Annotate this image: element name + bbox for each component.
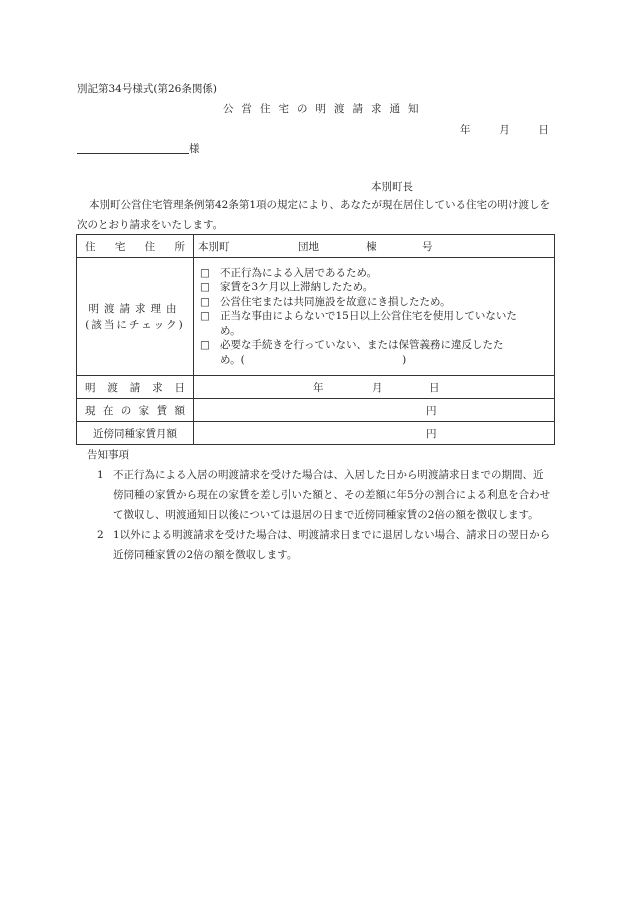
address-town: 本別町 (198, 240, 230, 253)
checkbox[interactable]: □ (200, 281, 210, 294)
checkbox[interactable]: □ (200, 266, 210, 279)
addressee-name-line (77, 153, 189, 154)
reason-text: 必要な手続きを行っていない、または保管義務に違反したため。( ) (220, 339, 504, 366)
reason-text: 公営住宅または共同施設を故意にき損したため。 (220, 295, 451, 308)
address-row (77, 235, 555, 258)
request-month: 月 (372, 381, 383, 394)
month-label: 月 (499, 124, 510, 136)
day-label: 日 (538, 124, 549, 136)
reason-text: 不正行為による入居であるため。 (220, 266, 378, 279)
address-value (194, 239, 554, 254)
issue-date (460, 125, 549, 136)
issuer-title: 本別町長 (371, 181, 413, 193)
note-text: 1以外による明渡請求を受けた場合は、明渡請求日までに退居しない場合、請求日の翌日から近傍同種家賃の2倍の額を徴収します。 (113, 529, 551, 561)
notice-body: 本別町公営住宅管理条例第42条第1項の規定により、あなたが現在居住している住宅の明け渡しを次のとおり請求をいたします。 (77, 199, 551, 231)
reason-list (194, 262, 554, 372)
checkbox[interactable]: □ (200, 295, 210, 308)
request-date-row (77, 376, 555, 399)
request-year: 年 (313, 381, 324, 394)
reason-item[interactable] (200, 338, 554, 367)
address-building: 棟 (366, 240, 377, 253)
current-rent-label: 現 在 の 家 賃 額 (85, 404, 185, 417)
note-text: 不正行為による入居の明渡請求を受けた場合は、入居した日から明渡請求日までの期間、近傍同種の家賃から現在の家賃を差し引いた額と、その差額に年5分の割合による利息を合わせて徴収し、明渡通知日以後については退居の日まで近傍同種家賃の2倍の額を徴収します。 (113, 469, 551, 521)
notice-items (77, 448, 555, 565)
request-date-value (194, 380, 554, 395)
addressee-suffix: 様 (189, 143, 200, 155)
reason-item[interactable] (200, 295, 554, 310)
checkbox[interactable]: □ (200, 339, 210, 352)
request-table (76, 234, 555, 445)
reason-text: 家賃を3ケ月以上滞納したため。 (220, 281, 374, 294)
note-item (97, 525, 555, 565)
current-rent-row (77, 399, 555, 422)
reason-label-main: 明渡請求理由 (88, 302, 182, 315)
address-label: 住 宅 住 所 (85, 240, 185, 253)
reason-item[interactable] (200, 266, 554, 281)
document-title: 公営住宅の明渡請求通知 (223, 103, 427, 115)
address-danchi: 団地 (298, 240, 319, 253)
reason-label (77, 301, 193, 333)
reason-row (77, 258, 555, 376)
reason-item[interactable] (200, 309, 554, 338)
checkbox[interactable]: □ (200, 310, 210, 323)
reason-item[interactable] (200, 280, 554, 295)
reason-text: 正当な事由によらないで15日以上公営住宅を使用していないため。 (220, 310, 517, 337)
notes-heading: 告知事項 (87, 449, 129, 461)
nearby-rent-row (77, 422, 555, 445)
nearby-rent-label: 近傍同種家賃月額 (93, 427, 177, 440)
note-number: 2 (97, 529, 104, 541)
reason-label-sub: (該当にチェック) (85, 318, 185, 331)
request-day: 日 (429, 381, 440, 394)
year-label: 年 (460, 124, 471, 136)
note-number: 1 (97, 469, 104, 481)
note-item (97, 465, 555, 525)
request-date-label: 明 渡 請 求 日 (85, 381, 185, 394)
form-number: 別記第34号様式(第26条関係) (77, 83, 217, 95)
address-room: 号 (422, 240, 433, 253)
nearby-rent-unit: 円 (426, 427, 437, 440)
current-rent-unit: 円 (426, 404, 437, 417)
